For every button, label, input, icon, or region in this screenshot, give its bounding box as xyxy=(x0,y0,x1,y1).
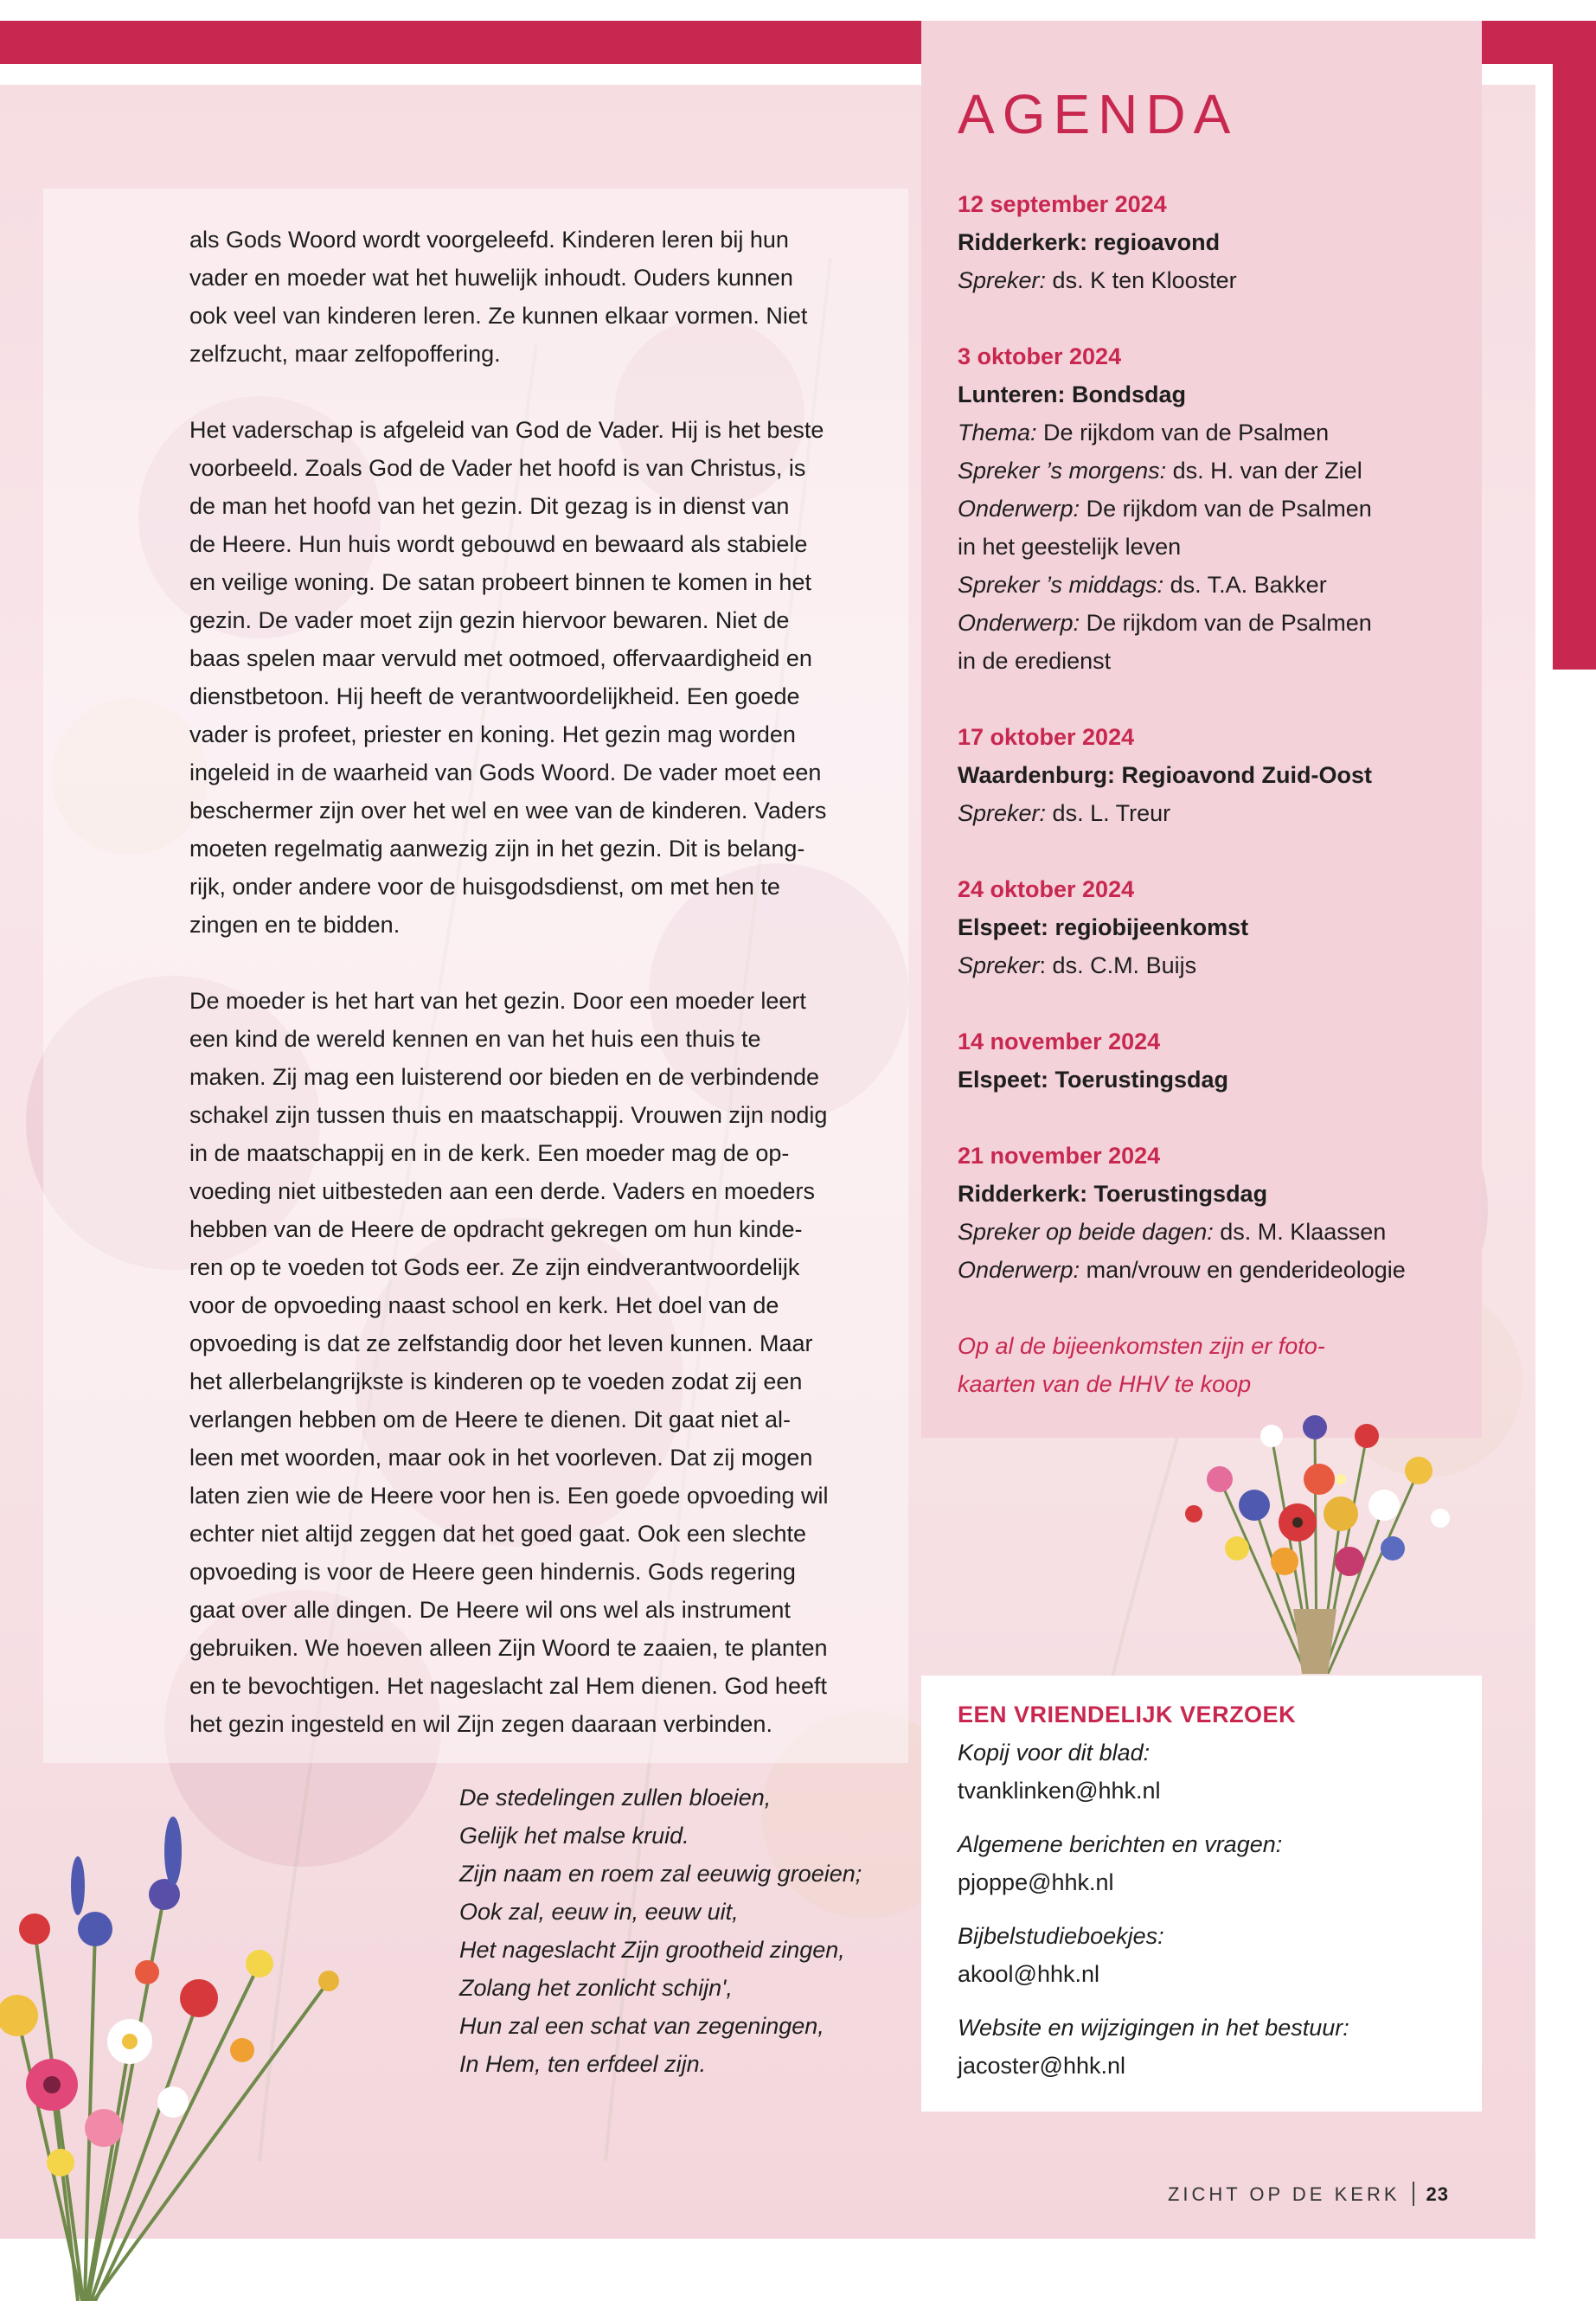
text-line: laten zien wie de Heere voor hen is. Een goede opvoeding wil xyxy=(189,1483,829,1509)
event-detail xyxy=(958,794,1477,832)
request-heading: EEN VRIENDELIJK VERZOEK xyxy=(958,1702,1297,1727)
contact-item xyxy=(958,1734,1477,1810)
poem-line: Zolang het zonlicht schijn', xyxy=(459,1975,733,2001)
side-accent-bar xyxy=(1553,21,1596,670)
text-line: opvoeding is voor de Heere geen hindernis. Gods regering xyxy=(189,1559,796,1585)
poem-line: Zijn naam en roem zal eeuwig groeien; xyxy=(459,1861,862,1887)
agenda-event xyxy=(958,1137,1477,1289)
event-date: 14 november 2024 xyxy=(958,1029,1161,1054)
detail-text: ds. H. van der Ziel xyxy=(1166,458,1362,484)
text-line: moeten regelmatig aanwezig zijn in het gezin. Dit is belang- xyxy=(189,836,805,862)
paragraph-2 xyxy=(189,411,873,944)
event-location: Ridderkerk: Toerustingsdag xyxy=(958,1181,1268,1207)
text-line: rijk, onder andere voor de huisgodsdienst, om met hen te xyxy=(189,874,780,900)
poem-line: In Hem, ten erfdeel zijn. xyxy=(459,2051,707,2077)
text-line: ingeleid in de waarheid van Gods Woord. De vader moet een xyxy=(189,760,822,785)
top-accent-bar-left xyxy=(0,21,921,64)
event-date: 24 oktober 2024 xyxy=(958,876,1135,902)
agenda-event xyxy=(958,718,1477,832)
detail-text: in het geestelijk leven xyxy=(958,534,1182,560)
psalm-quote xyxy=(459,1779,909,2083)
detail-label: Onderwerp: xyxy=(958,496,1080,522)
poem-line: Ook zal, eeuw in, eeuw uit, xyxy=(459,1899,739,1925)
poem-line: Gelijk het malse kruid. xyxy=(459,1823,689,1849)
text-line: voeding niet uitbesteden aan een derde. Vaders en moeders xyxy=(189,1178,816,1204)
text-line: voor de opvoeding naast school en kerk. Het doel van de xyxy=(189,1292,779,1318)
text-line: gezin. De vader moet zijn gezin hiervoor bewaren. Niet de xyxy=(189,607,790,633)
text-line: maken. Zij mag een luisterend oor bieden en de verbindende xyxy=(189,1064,819,1090)
article-body xyxy=(189,221,873,1781)
text-line: vader en moeder wat het huwelijk inhoudt. Ouders kunnen xyxy=(189,265,793,291)
event-detail xyxy=(958,528,1477,566)
page-footer xyxy=(1168,2182,1449,2206)
text-line: en veilige woning. De satan probeert binnen te komen in het xyxy=(189,569,811,595)
contact-item xyxy=(958,1825,1477,1901)
detail-text: ds. T.A. Bakker xyxy=(1163,572,1327,598)
agenda-title: AGENDA xyxy=(958,83,1239,145)
detail-label: Spreker: xyxy=(958,267,1047,293)
text-line: zelfzucht, maar zelfopoffering. xyxy=(189,341,501,367)
agenda-event xyxy=(958,337,1477,680)
agenda-list xyxy=(958,185,1477,1403)
text-line: als Gods Woord wordt voorgeleefd. Kinderen leren bij hun xyxy=(189,227,789,253)
agenda-event xyxy=(958,870,1477,984)
text-line: gebruiken. We hoeven alleen Zijn Woord te zaaien, te planten xyxy=(189,1635,828,1661)
text-line: voorbeeld. Zoals God de Vader het hoofd is van Christus, is xyxy=(189,455,806,481)
text-line: schakel zijn tussen thuis en maatschappij. Vrouwen zijn nodig xyxy=(189,1102,828,1128)
detail-label: Spreker op beide dagen: xyxy=(958,1219,1214,1245)
text-line: in de maatschappij en in de kerk. Een moeder mag de op- xyxy=(189,1140,790,1166)
magazine-name: ZICHT OP DE KERK xyxy=(1167,2183,1401,2205)
agenda-event xyxy=(958,1022,1477,1099)
event-detail xyxy=(958,566,1477,604)
contact-email[interactable]: pjoppe@hhk.nl xyxy=(958,1869,1114,1895)
text-line: hebben van de Heere de opdracht gekregen om hun kinde- xyxy=(189,1216,803,1242)
contact-label: Algemene berichten en vragen: xyxy=(958,1831,1283,1857)
contact-email[interactable]: akool@hhk.nl xyxy=(958,1961,1100,1987)
event-detail xyxy=(958,946,1477,984)
text-line: leen met woorden, maar ook in het voorleven. Dat zij mogen xyxy=(189,1445,813,1471)
flower-bouquet-image-right xyxy=(1133,1375,1497,1674)
contact-label: Bijbelstudieboekjes: xyxy=(958,1923,1164,1949)
detail-label: Spreker: xyxy=(958,800,1047,826)
text-line: echter niet altijd zeggen dat het goed gaat. Ook een slechte xyxy=(189,1521,806,1547)
text-line: het allerbelangrijkste is kinderen op te voeden zodat zij een xyxy=(189,1368,803,1394)
detail-text: : ds. C.M. Buijs xyxy=(1039,952,1197,978)
detail-text: De rijkdom van de Psalmen xyxy=(1080,610,1372,636)
event-detail xyxy=(958,1251,1477,1289)
text-line: beschermer zijn over het wel en wee van de kinderen. Vaders xyxy=(189,798,827,824)
text-line: een kind de wereld kennen en van het huis een thuis te xyxy=(189,1026,761,1052)
detail-label: Onderwerp: xyxy=(958,610,1080,636)
text-line: het gezin ingesteld en wil Zijn zegen daaraan verbinden. xyxy=(189,1711,772,1737)
contact-label: Kopij voor dit blad: xyxy=(958,1740,1151,1766)
detail-text: De rijkdom van de Psalmen xyxy=(1080,496,1372,522)
event-location: Elspeet: regiobijeenkomst xyxy=(958,914,1249,940)
text-line: De moeder is het hart van het gezin. Door een moeder leert xyxy=(189,988,806,1014)
detail-text: ds. L. Treur xyxy=(1046,800,1171,826)
event-detail xyxy=(958,642,1477,680)
text-line: ook veel van kinderen leren. Ze kunnen elkaar vormen. Niet xyxy=(189,303,808,329)
text-line: verlangen hebben om de Heere te dienen. Dit gaat niet al- xyxy=(189,1407,791,1433)
detail-text: man/vrouw en genderideologie xyxy=(1080,1257,1406,1283)
text-line: Het vaderschap is afgeleid van God de Vader. Hij is het beste xyxy=(189,417,824,443)
paragraph-3 xyxy=(189,982,873,1743)
footer-divider xyxy=(1413,2182,1414,2206)
event-detail xyxy=(958,261,1477,299)
text-line: en te bevochtigen. Het nageslacht zal Hem dienen. God heeft xyxy=(189,1673,827,1699)
contact-item xyxy=(958,2009,1477,2085)
event-location: Ridderkerk: regioavond xyxy=(958,229,1221,255)
contact-label: Website en wijzigingen in het bestuur: xyxy=(958,2015,1349,2041)
detail-label: Spreker xyxy=(958,952,1040,978)
paragraph-1 xyxy=(189,221,873,373)
event-detail xyxy=(958,490,1477,528)
event-detail xyxy=(958,604,1477,642)
flower-bouquet-image-left xyxy=(0,1756,467,2301)
contact-item xyxy=(958,1917,1477,1993)
event-location: Elspeet: Toerustingsdag xyxy=(958,1067,1229,1093)
poem-line: De stedelingen zullen bloeien, xyxy=(459,1785,772,1811)
detail-text: in de eredienst xyxy=(958,648,1112,674)
text-line: opvoeding is dat ze zelfstandig door het leven kunnen. Maar xyxy=(189,1330,813,1356)
contact-email[interactable]: tvanklinken@hhk.nl xyxy=(958,1778,1161,1804)
event-detail xyxy=(958,413,1477,452)
text-line: zingen en te bidden. xyxy=(189,912,401,938)
text-line: gaat over alle dingen. De Heere wil ons wel als instrument xyxy=(189,1597,791,1623)
detail-text: ds. K ten Klooster xyxy=(1046,267,1237,293)
event-date: 17 oktober 2024 xyxy=(958,724,1135,750)
detail-label: Spreker ’s morgens: xyxy=(958,458,1167,484)
text-line: dienstbetoon. Hij heeft de verantwoordelijkheid. Een goede xyxy=(189,683,800,709)
contact-email[interactable]: jacoster@hhk.nl xyxy=(958,2053,1125,2079)
text-line: baas spelen maar vervuld met ootmoed, offervaardigheid en xyxy=(189,645,812,671)
event-detail xyxy=(958,1213,1477,1251)
detail-label: Onderwerp: xyxy=(958,1257,1080,1283)
poem-line: Hun zal een schat van zegeningen, xyxy=(459,2013,824,2039)
event-date: 12 september 2024 xyxy=(958,191,1167,217)
page-number: 23 xyxy=(1426,2183,1449,2205)
text-line: de man het hoofd van het gezin. Dit gezag is in dienst van xyxy=(189,493,790,519)
agenda-event xyxy=(958,185,1477,299)
detail-text: De rijkdom van de Psalmen xyxy=(1036,420,1330,445)
event-detail xyxy=(958,452,1477,490)
text-line: ren op te voeden tot Gods eer. Ze zijn eindverantwoordelijk xyxy=(189,1254,800,1280)
event-location: Waardenburg: Regioavond Zuid-Oost xyxy=(958,762,1372,788)
event-date: 21 november 2024 xyxy=(958,1143,1161,1169)
contact-list xyxy=(958,1734,1477,2100)
detail-text: ds. M. Klaassen xyxy=(1213,1219,1387,1245)
detail-label: Spreker ’s middags: xyxy=(958,572,1164,598)
poem-line: Het nageslacht Zijn grootheid zingen, xyxy=(459,1937,845,1963)
event-location: Lunteren: Bondsdag xyxy=(958,381,1186,407)
note-line: kaarten van de HHV te koop xyxy=(958,1371,1252,1397)
detail-label: Thema: xyxy=(958,420,1037,445)
text-line: de Heere. Hun huis wordt gebouwd en bewaard als stabiele xyxy=(189,531,808,557)
event-date: 3 oktober 2024 xyxy=(958,343,1122,369)
text-line: vader is profeet, priester en koning. Het gezin mag worden xyxy=(189,721,796,747)
note-line: Op al de bijeenkomsten zijn er foto- xyxy=(958,1333,1325,1359)
